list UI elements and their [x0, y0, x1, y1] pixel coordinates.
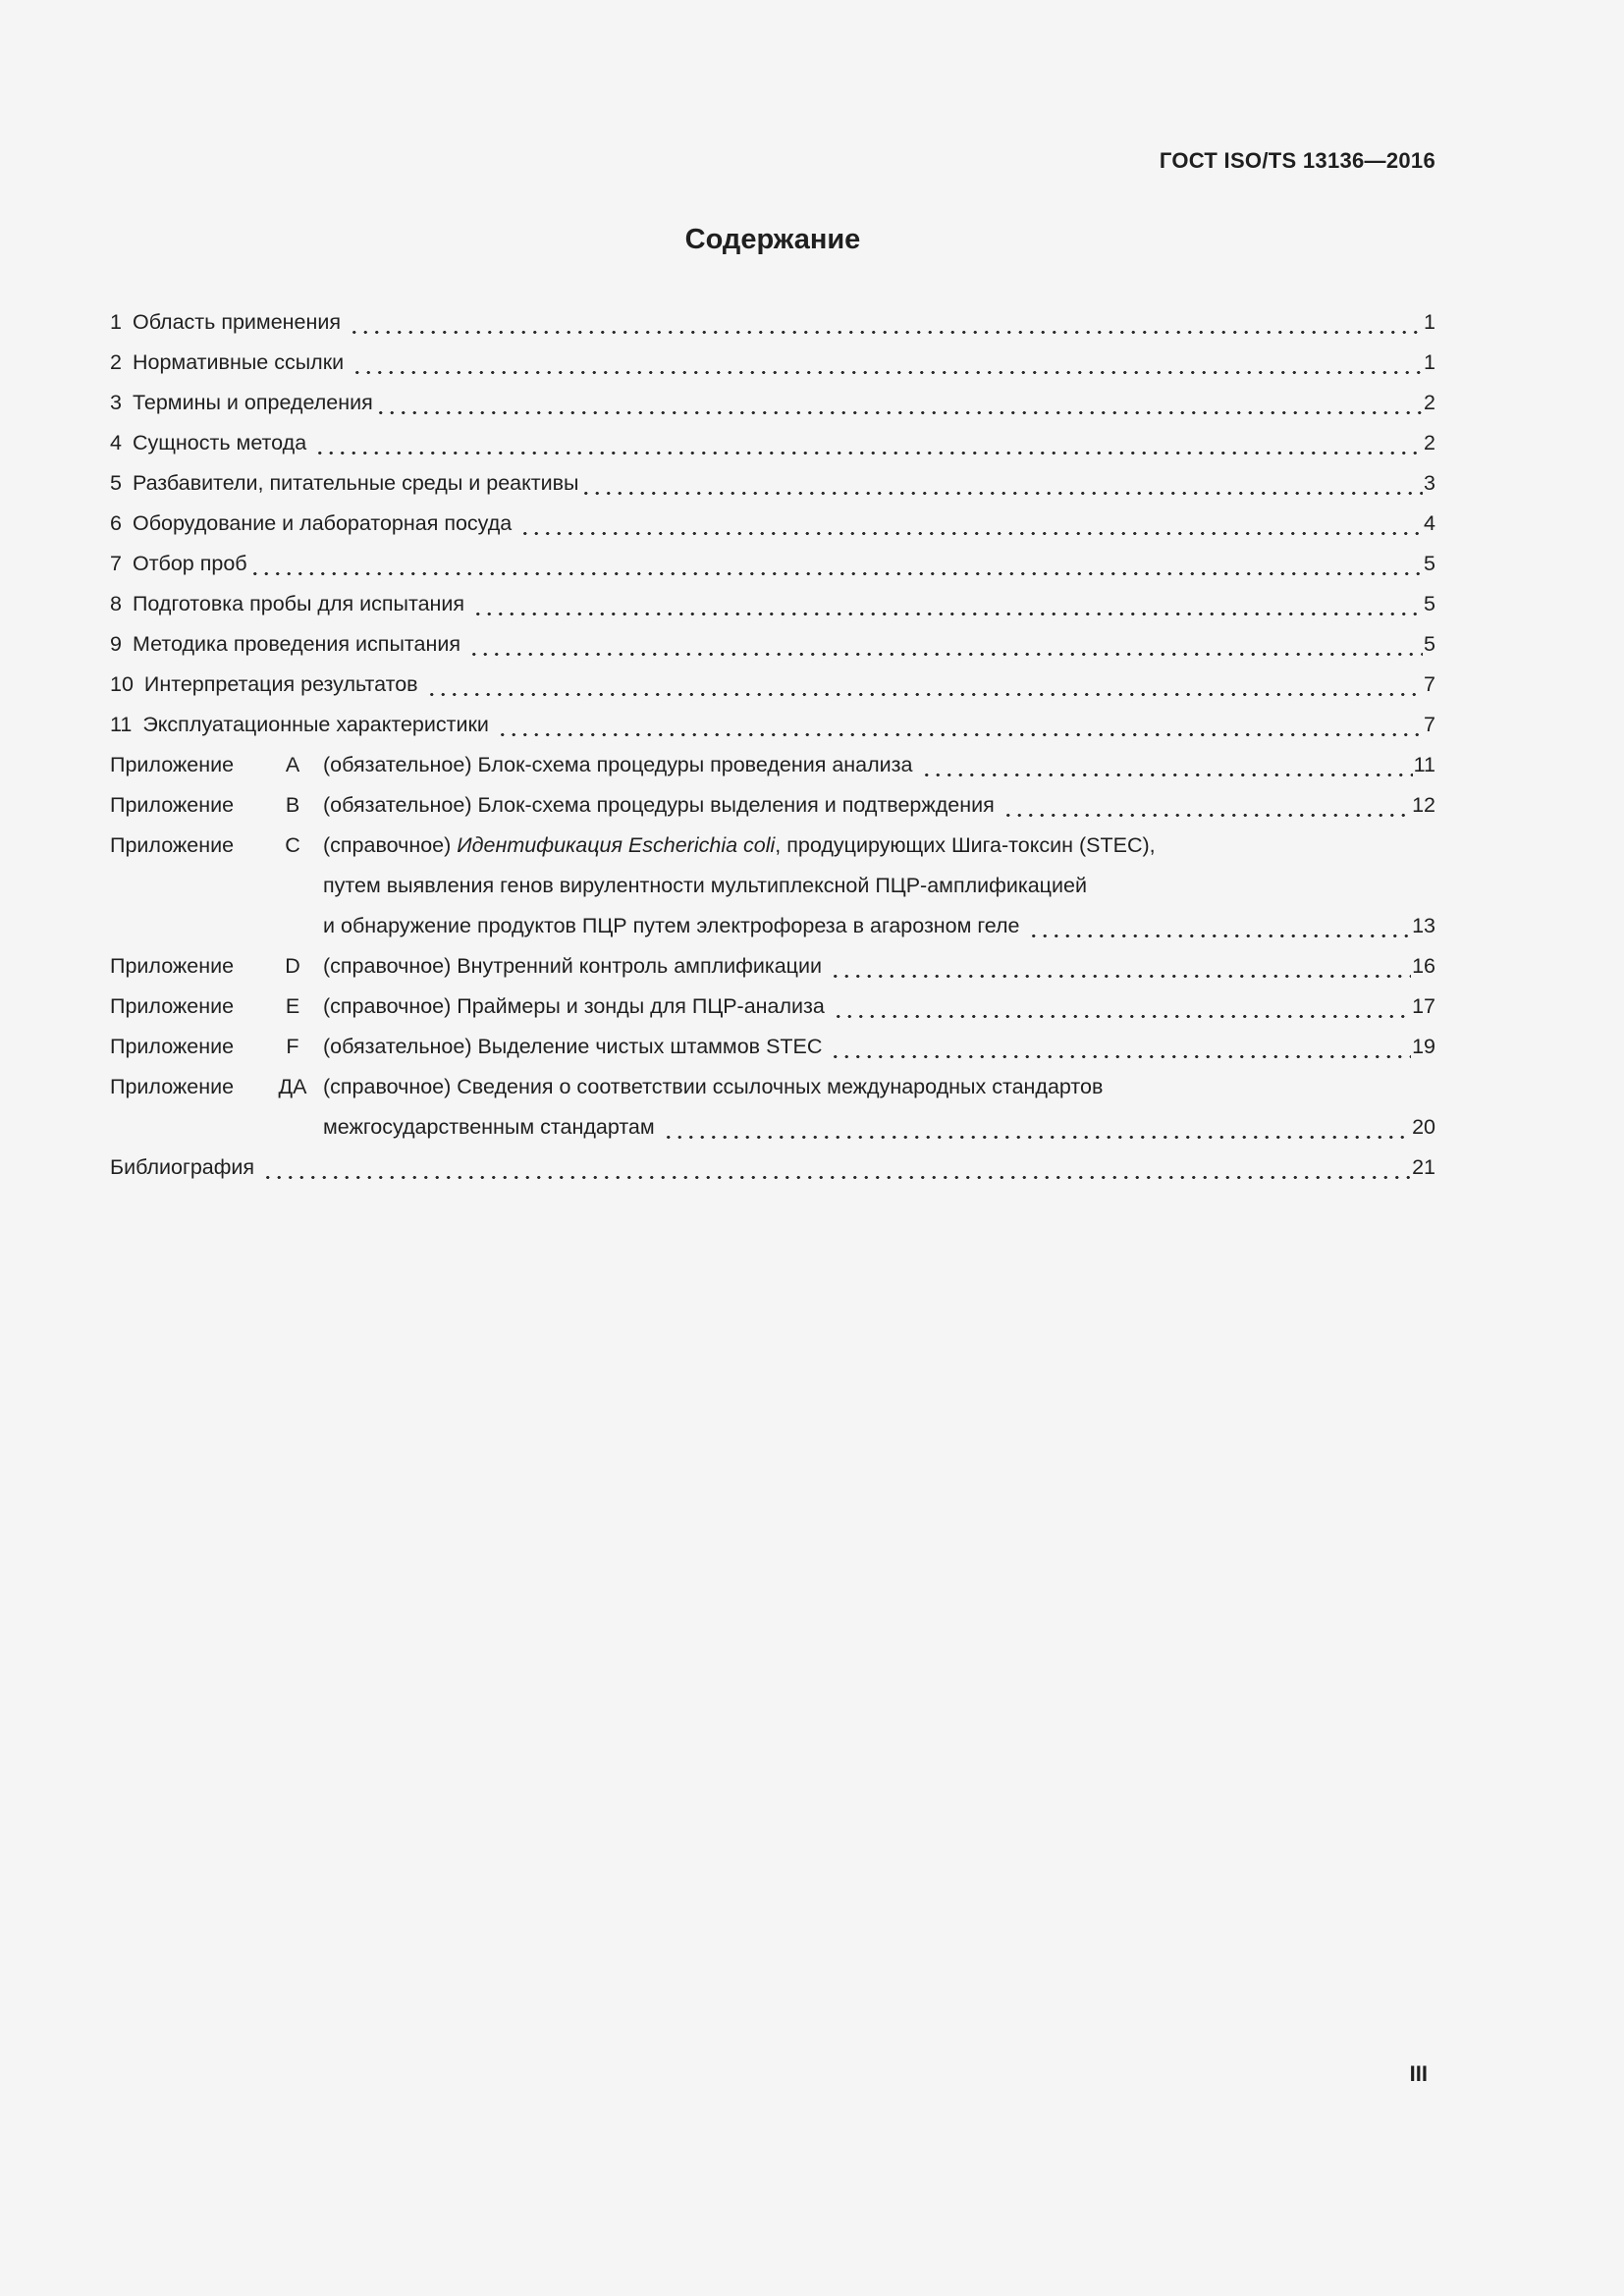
dot-leader [830, 1027, 1411, 1067]
italic-species-name: Идентификация Escherichia coli [457, 833, 776, 857]
entry-page: 19 [1412, 1035, 1435, 1058]
toc-entry [110, 544, 1435, 584]
appendix-letter: F [286, 1035, 299, 1058]
appendix-entry [110, 745, 1435, 785]
appendix-entry [110, 946, 1435, 987]
appendix-entry [110, 785, 1435, 826]
dot-leader [580, 463, 1423, 504]
entry-page: 7 [1424, 672, 1435, 696]
appendix-label: Приложение [110, 833, 235, 857]
entry-title: Термины и определения [132, 391, 373, 414]
folio-page-number: III [1409, 2061, 1428, 2086]
appendix-letter: E [285, 994, 300, 1018]
entry-number: 7 [110, 552, 122, 575]
entry-page: 21 [1412, 1155, 1435, 1179]
appendix-text [323, 745, 1435, 785]
page-title: Содержание [684, 224, 861, 255]
dot-leader [426, 665, 1423, 705]
entry-title: Методика проведения испытания [132, 632, 460, 656]
dot-leader [314, 423, 1423, 463]
entry-page: 11 [1413, 753, 1435, 776]
dot-leader [472, 584, 1423, 624]
appendix-letter: A [285, 753, 300, 776]
appendix-line: межгосударственным стандартам [323, 1115, 655, 1139]
toc-entry [110, 383, 1435, 423]
entry-number: 1 [110, 310, 122, 334]
entry-title: Подготовка пробы для испытания [132, 592, 465, 615]
appendix-line: (справочное) Праймеры и зонды для ПЦР-анализа [323, 994, 825, 1018]
entry-page: 5 [1424, 632, 1435, 656]
appendix-text [323, 946, 1435, 987]
dot-leader [830, 946, 1411, 987]
entry-number: 3 [110, 391, 122, 414]
dot-leader [262, 1148, 1411, 1188]
entry-title: Сущность метода [132, 431, 307, 454]
entry-number: 11 [110, 713, 133, 736]
appendix-text [323, 826, 1435, 946]
entry-number: 9 [110, 632, 122, 656]
appendix-label: Приложение [110, 793, 235, 817]
toc-content [110, 220, 1435, 1188]
entry-page: 16 [1412, 954, 1435, 978]
dot-leader [468, 624, 1423, 665]
appendix-text [323, 987, 1435, 1027]
dot-leader [1002, 785, 1411, 826]
toc-entry [110, 463, 1435, 504]
toc-entry [110, 584, 1435, 624]
entry-number: 10 [110, 672, 134, 696]
appendix-label: Приложение [110, 753, 235, 776]
appendix-text [323, 1027, 1435, 1067]
appendix-line: (справочное) Сведения о соответствии ссылочных международных стандартов [323, 1075, 1104, 1098]
entry-page: 17 [1412, 994, 1435, 1018]
toc-entry [110, 705, 1435, 745]
dot-leader [663, 1107, 1411, 1148]
entry-number: 8 [110, 592, 122, 615]
appendix-label: Приложение [110, 994, 235, 1018]
toc-entry [110, 423, 1435, 463]
appendix-line: (справочное) Идентификация Escherichia coli, продуцирующих Шига-токсин (STEC), [323, 833, 1156, 857]
entry-title: Библиография [110, 1155, 255, 1179]
entry-page: 1 [1424, 310, 1435, 334]
appendix-letter: C [285, 833, 300, 857]
entry-title: Оборудование и лабораторная посуда [132, 511, 513, 535]
dot-leader [497, 705, 1423, 745]
toc-entry [110, 504, 1435, 544]
table-of-contents [110, 302, 1435, 1188]
entry-title: Область применения [132, 310, 342, 334]
entry-title: Интерпретация результатов [143, 672, 418, 696]
entry-page: 5 [1424, 592, 1435, 615]
entry-number: 2 [110, 350, 122, 374]
entry-page: 20 [1412, 1115, 1435, 1139]
appendix-entry [110, 826, 1435, 946]
toc-entry [110, 302, 1435, 343]
dot-leader [352, 343, 1423, 383]
entry-page: 13 [1412, 914, 1435, 937]
entry-title: Эксплуатационные характеристики [142, 713, 489, 736]
appendix-line: и обнаружение продуктов ПЦР путем электрофореза в агарозном геле [323, 914, 1020, 937]
appendix-label: Приложение [110, 1035, 235, 1058]
appendix-letter: B [285, 793, 300, 817]
appendix-label: Приложение [110, 1075, 235, 1098]
entry-page: 5 [1424, 552, 1435, 575]
entry-number: 5 [110, 471, 122, 495]
entry-page: 3 [1424, 471, 1435, 495]
toc-entry [110, 665, 1435, 705]
entry-page: 7 [1424, 713, 1435, 736]
dot-leader [833, 987, 1411, 1027]
dot-leader [349, 302, 1423, 343]
appendix-line: путем выявления генов вирулентности мультиплексной ПЦР-амплификацией [323, 874, 1087, 897]
entry-title: Разбавители, питательные среды и реактивы [132, 471, 579, 495]
toc-entry [110, 624, 1435, 665]
standard-designation: ГОСТ ISO/TS 13136—2016 [1159, 148, 1435, 173]
toc-entry [110, 343, 1435, 383]
entry-page: 2 [1424, 391, 1435, 414]
appendix-entry [110, 1027, 1435, 1067]
entry-page: 4 [1424, 511, 1435, 535]
dot-leader [519, 504, 1423, 544]
appendix-line: (обязательное) Блок-схема процедуры выделения и подтверждения [323, 793, 995, 817]
entry-page: 2 [1424, 431, 1435, 454]
appendix-letter: D [285, 954, 300, 978]
dot-leader [249, 544, 1423, 584]
appendix-entry [110, 1067, 1435, 1148]
appendix-line: (справочное) Внутренний контроль амплификации [323, 954, 823, 978]
dot-leader [375, 383, 1423, 423]
dot-leader [1028, 906, 1412, 946]
appendix-letter: ДА [278, 1075, 307, 1098]
entry-page: 12 [1412, 793, 1435, 817]
entry-title: Отбор проб [132, 552, 247, 575]
appendix-text [323, 785, 1435, 826]
dot-leader [921, 745, 1413, 785]
appendix-text [323, 1067, 1435, 1148]
entry-title: Нормативные ссылки [132, 350, 345, 374]
entry-number: 6 [110, 511, 122, 535]
entry-page: 1 [1424, 350, 1435, 374]
appendix-label: Приложение [110, 954, 235, 978]
appendix-line: (обязательное) Выделение чистых штаммов STEC [323, 1035, 823, 1058]
bibliography-entry [110, 1148, 1435, 1188]
appendix-entry [110, 987, 1435, 1027]
appendix-line: (обязательное) Блок-схема процедуры проведения анализа [323, 753, 913, 776]
entry-number: 4 [110, 431, 122, 454]
